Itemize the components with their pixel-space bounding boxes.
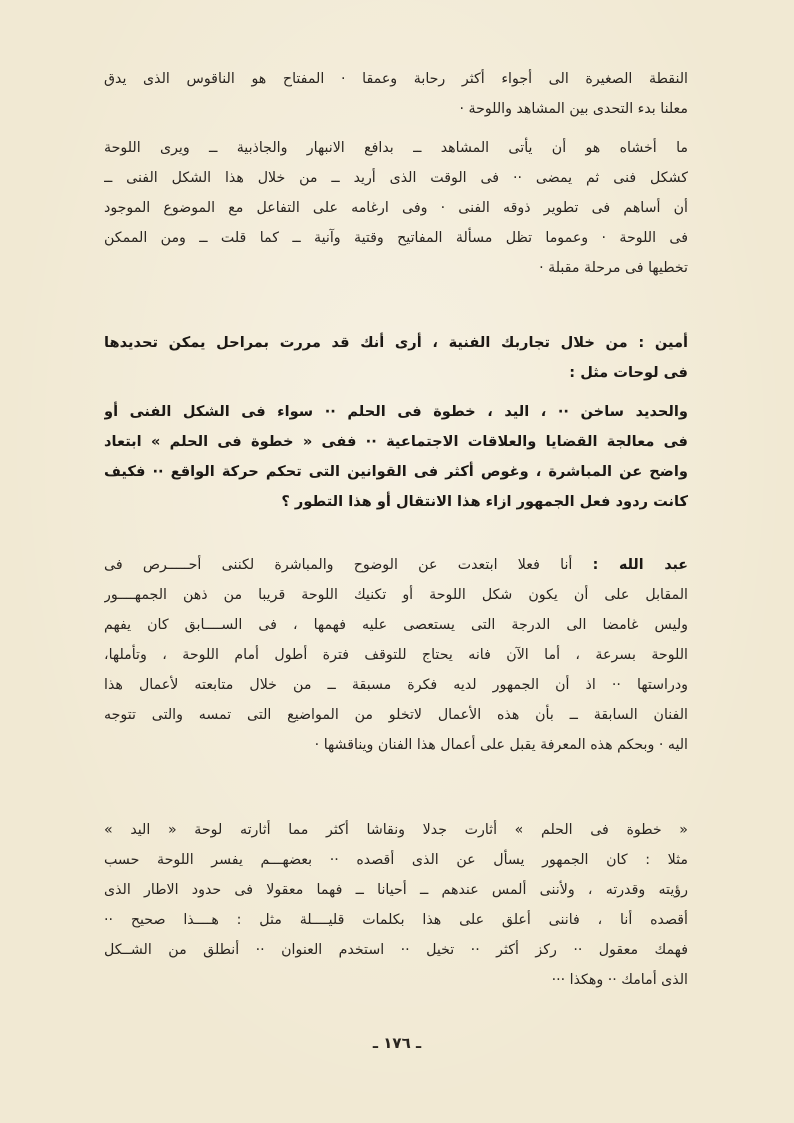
text-line: تخطيها فى مرحلة مقبلة ·	[539, 260, 688, 276]
text-line: ودراستها ·· اذ أن الجمهور لديه فكرة مسبقة ــ من خلال متابعته لأعمال هذا	[104, 677, 688, 693]
speaker-name: عبد الله :	[592, 557, 688, 573]
interviewer-question-1	[104, 328, 688, 388]
text-line: والحديد ساخن ·· ، اليد ، خطوة فى الحلم ·· سواء فى الشكل الفنى أو	[104, 403, 688, 420]
text-line: واضح عن المباشرة ، وغوص أكثر فى القوانين التى تحكم حركة الواقع ·· فكيف	[104, 463, 688, 480]
interviewer-question-2	[104, 397, 688, 517]
text-line: فى لوحات مثل :	[569, 364, 688, 381]
text-line: أمين : من خلال تجاربك الفنية ، أرى أنك قد مررت بمراحل يمكن تحديدها	[104, 334, 688, 351]
text-line: معلنا بدء التحدى بين المشاهد واللوحة ·	[459, 101, 688, 117]
text-line	[104, 550, 688, 580]
text-line: فى معالجة القضايا والعلاقات الاجتماعية ·· ففى « خطوة فى الحلم » ابتعاد	[104, 433, 688, 450]
text-line: المقابل على أن يكون شكل اللوحة أو تكنيك اللوحة قريبا من ذهن الجمهــــور	[104, 587, 688, 603]
text-line: اللوحة بسرعة ، أما الآن فانه يحتاج للتوقف فترة أطول أمام اللوحة ، وتأملها،	[104, 647, 688, 663]
text-line: وليس غامضا الى الدرجة التى يستعصى عليه فهمها ، فى الســــابق كان يفهم	[104, 617, 688, 633]
text-line: فهمك معقول ·· ركز أكثر ·· تخيل ·· استخدم العنوان ·· أنطلق من الشــكل	[104, 942, 688, 958]
text-line: الفنان السابقة ــ بأن هذه الأعمال لاتخلو من المواضيع التى تمسه والتى تتوجه	[104, 707, 688, 723]
text-line: ما أخشاه هو أن يأتى المشاهد ــ بدافع الانبهار والجاذبية ــ ويرى اللوحة	[104, 140, 688, 156]
text-line: أن أساهم فى تطوير ذوقه الفنى · وفى ارغامه على التفاعل مع الموضوع الموجود	[104, 200, 688, 216]
text-line: كانت ردود فعل الجمهور ازاء هذا الانتقال أو هذا التطور ؟	[281, 493, 688, 510]
text-line: فى اللوحة · وعموما تظل مسألة المفاتيح وقتية وآنية ــ كما قلت ــ ومن الممكن	[104, 230, 688, 246]
text-line: رؤيته وقدرته ، ولأننى ألمس عندهم ــ أحيانا ــ فهما معقولا فى حدود الاطار الذى	[104, 882, 688, 898]
paragraph-1	[104, 64, 688, 124]
page-number: ـ ١٧٦ ـ	[372, 1034, 422, 1052]
text-line: النقطة الصغيرة الى أجواء أكثر رحابة وعمقا · المفتاح هو الناقوس الذى يدق	[104, 71, 688, 87]
text-line: الذى أمامك ·· وهكذا ···	[551, 972, 688, 988]
text-line: مثلا : كان الجمهور يسأل عن الذى أقصده ·· بعضهـــم يفسر اللوحة حسب	[104, 852, 688, 868]
paragraph-2	[104, 133, 688, 283]
text-line: اليه · وبحكم هذه المعرفة يقبل على أعمال هذا الفنان ويناقشها ·	[314, 737, 688, 753]
answer-paragraph-2	[104, 815, 688, 995]
text-line: « خطوة فى الحلم » أثارت جدلا ونقاشا أكثر مما أثارته لوحة « اليد »	[104, 822, 688, 838]
answer-paragraph-1	[104, 550, 688, 760]
text-line: أقصده أنا ، فاننى أعلق على هذا بكلمات قليــــلة مثل : هــــذا صحيح ··	[104, 912, 688, 928]
text-line: كشكل فنى ثم يمضى ·· فى الوقت الذى أريد ــ من خلال هذا الشكل الفنى ــ	[104, 170, 688, 186]
text-span: أنا فعلا ابتعدت عن الوضوح والمباشرة لكننى أحـــــرص فى	[104, 557, 573, 573]
